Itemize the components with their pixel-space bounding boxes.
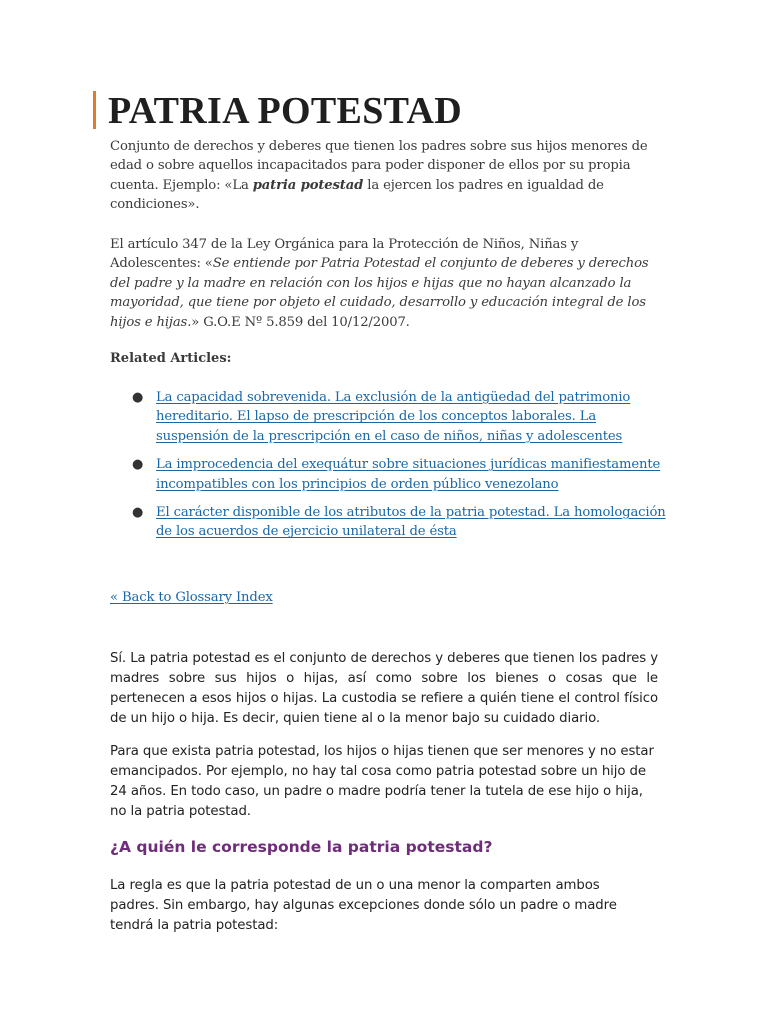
title-accent-bar bbox=[93, 91, 96, 129]
related-article-link[interactable]: El carácter disponible de los atributos de la patria potestad. La homologación de los acuerdos de ejercicio unilateral de ésta bbox=[156, 505, 666, 540]
list-item bbox=[110, 388, 670, 446]
page-title: PATRIA POTESTAD bbox=[108, 90, 462, 132]
related-articles-list bbox=[110, 388, 670, 551]
law-citation-paragraph: El artículo 347 de la Ley Orgánica para la Protección de Niños, Niñas y Adolescentes: «Se entiende por Patria Potestad el conjunto de deberes y derechos del padre y la madre en relación con los hijos e hijas que no hayan alcanzado la mayoridad, que tiene por objeto el cuidado, desarrollo y educación integral de los hijos e hijas.» G.O.E Nº 5.859 del 10/12/2007. bbox=[110, 237, 649, 330]
body-paragraph: Sí. La patria potestad es el conjunto de derechos y deberes que tienen los padres y madres sobre sus hijos o hijas, así como sobre los bienes o cosas que le pertenecen a esos hijos o hijas. La custodia se refiere a quién tiene el control físico de un hijo o hija. Es decir, quien tiene al o la menor bajo su cuidado diario. bbox=[110, 651, 658, 726]
list-item bbox=[110, 455, 670, 494]
related-articles-heading: Related Articles: bbox=[110, 351, 232, 366]
back-to-glossary-link[interactable]: « Back to Glossary Index bbox=[110, 590, 273, 605]
definition-paragraph: Conjunto de derechos y deberes que tienen los padres sobre sus hijos menores de edad o sobre aquellos incapacitados para poder disponer de ellos por su propia cuenta. Ejemplo: «La patria potestad la ejercen los padres en igualdad de condiciones». bbox=[110, 139, 648, 213]
bullet-icon: ● bbox=[132, 390, 144, 405]
section-heading: ¿A quién le corresponde la patria potestad? bbox=[110, 838, 493, 856]
emphasis-term: patria potestad bbox=[252, 177, 364, 193]
related-article-link[interactable]: La capacidad sobrevenida. La exclusión de la antigüedad del patrimonio hereditario. El lapso de prescripción de los conceptos laborales. La suspensión de la prescripción en el caso de niños, niñas y adolescentes bbox=[156, 390, 631, 444]
related-article-link[interactable]: La improcedencia del exequátur sobre situaciones jurídicas manifiestamente incompatibles con los principios de orden público venezolano bbox=[156, 457, 661, 492]
law-quote: Se entiende por Patria Potestad el conjunto de deberes y derechos del padre y la madre en relación con los hijos e hijas que no hayan alcanzado la mayoridad, que tiene por objeto el cuidado, desarrollo y educación integral de los hijos e hijas bbox=[110, 256, 649, 330]
bullet-icon: ● bbox=[132, 457, 144, 473]
list-item bbox=[110, 503, 670, 542]
bullet-icon: ● bbox=[132, 505, 144, 521]
body-paragraph: Para que exista patria potestad, los hijos o hijas tienen que ser menores y no estar emancipados. Por ejemplo, no hay tal cosa como patria potestad sobre un hijo de 24 años. En todo caso, un padre o madre podría tener la tutela de ese hijo o hija, no la patria potestad. bbox=[110, 744, 654, 819]
body-paragraph: La regla es que la patria potestad de un o una menor la comparten ambos padres. Sin embargo, hay algunas excepciones donde sólo un padre o madre tendrá la patria potestad: bbox=[110, 878, 617, 933]
